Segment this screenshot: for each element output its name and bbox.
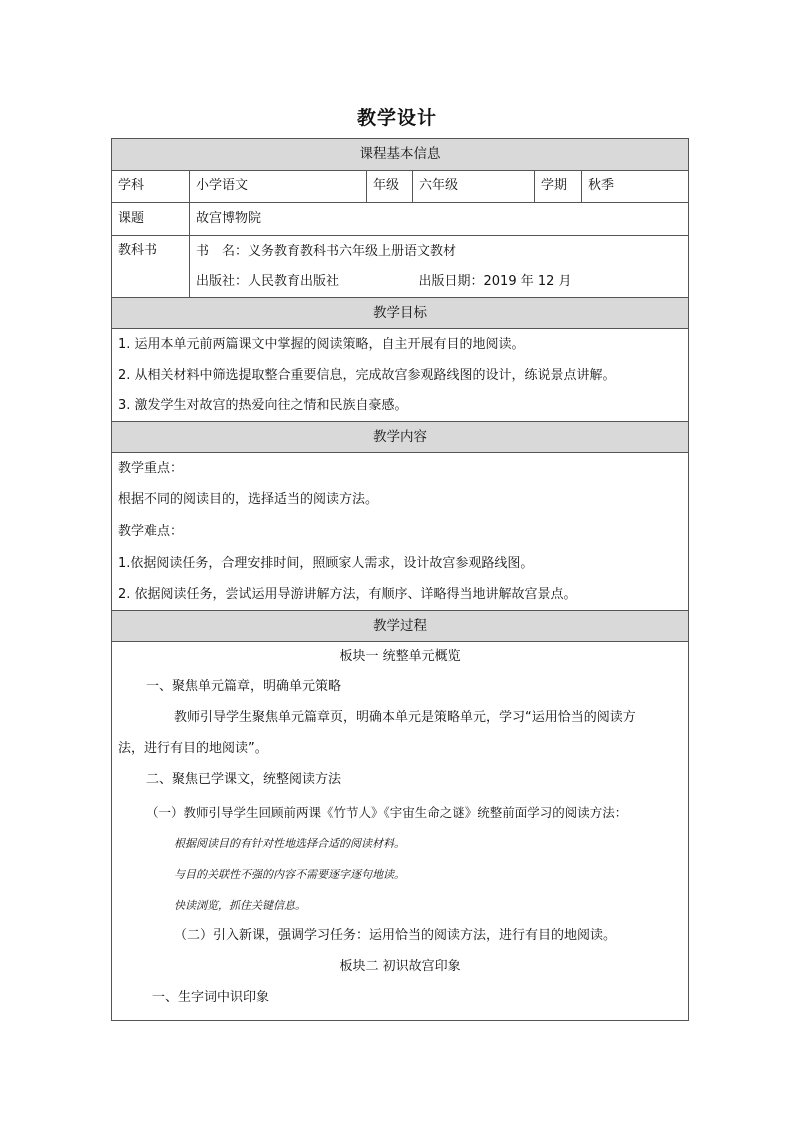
topic-value: 故宫博物院: [190, 203, 689, 236]
subject-label: 学科: [112, 171, 190, 203]
block-heading: 板块一 统整单元概览: [112, 642, 689, 673]
section-header-content: 教学内容: [112, 422, 689, 453]
step-heading: 一、聚焦单元篇章，明确单元策略: [112, 673, 689, 703]
block-heading: 板块二 初识故宫印象: [112, 952, 689, 984]
method-note: 根据阅读目的有针对性地选择合适的阅读材料。: [112, 829, 689, 860]
method-note: 与目的关联性不强的内容不需要逐字逐句地读。: [112, 860, 689, 891]
grade-label: 年级: [367, 171, 413, 203]
lesson-plan-table: [111, 138, 689, 1021]
key-point-label: 教学重点：: [112, 453, 689, 485]
publication-date: 出版日期：2019 年 12 月: [413, 268, 689, 298]
term-value: 秋季: [582, 171, 689, 203]
document-title: 教学设计: [356, 107, 437, 129]
difficulty-item: 2. 依据阅读任务，尝试运用导游讲解方法，有顺序、详略得当地讲解故宫景点。: [112, 581, 689, 611]
goal-item: 2. 从相关材料中筛选提取整合重要信息，完成故宫参观路线图的设计，练说景点讲解。: [112, 361, 689, 392]
goal-item: 3. 激发学生对故宫的热爱向往之情和民族自豪感。: [112, 392, 689, 422]
section-header-goals: 教学目标: [112, 298, 689, 329]
term-label: 学期: [535, 171, 582, 203]
subject-value: 小学语文: [190, 171, 367, 203]
method-note: 快读浏览，抓住关键信息。: [112, 891, 689, 921]
textbook-label: 教科书: [112, 236, 190, 298]
textbook-name: 书 名：义务教育教科书六年级上册语文教材: [190, 236, 689, 268]
section-header-process: 教学过程: [112, 611, 689, 642]
section-header-basic-info: 课程基本信息: [112, 139, 689, 171]
publisher: 出版社：人民教育出版社: [190, 268, 413, 298]
difficulty-item: 1.依据阅读任务，合理安排时间，照顾家人需求，设计故宫参观路线图。: [112, 549, 689, 581]
paragraph-line: 法，进行有目的地阅读”。: [112, 735, 689, 765]
key-point-text: 根据不同的阅读目的，选择适当的阅读方法。: [112, 485, 689, 517]
difficulty-label: 教学难点：: [112, 517, 689, 549]
goal-item: 1. 运用本单元前两篇课文中掌握的阅读策略，自主开展有目的地阅读。: [112, 329, 689, 361]
step-heading: 一、生字词中识印象: [112, 984, 689, 1021]
paragraph-line: 教师引导学生聚焦单元篇章页，明确本单元是策略单元，学习“运用恰当的阅读方: [112, 703, 689, 735]
grade-value: 六年级: [413, 171, 535, 203]
sub-step: （一）教师引导学生回顾前两课《竹节人》《宇宙生命之谜》统整前面学习的阅读方法：: [112, 797, 689, 829]
sub-step: （二）引入新课，强调学习任务：运用恰当的阅读方法，进行有目的地阅读。: [112, 921, 689, 952]
step-heading: 二、聚焦已学课文，统整阅读方法: [112, 765, 689, 797]
topic-label: 课题: [112, 203, 190, 236]
